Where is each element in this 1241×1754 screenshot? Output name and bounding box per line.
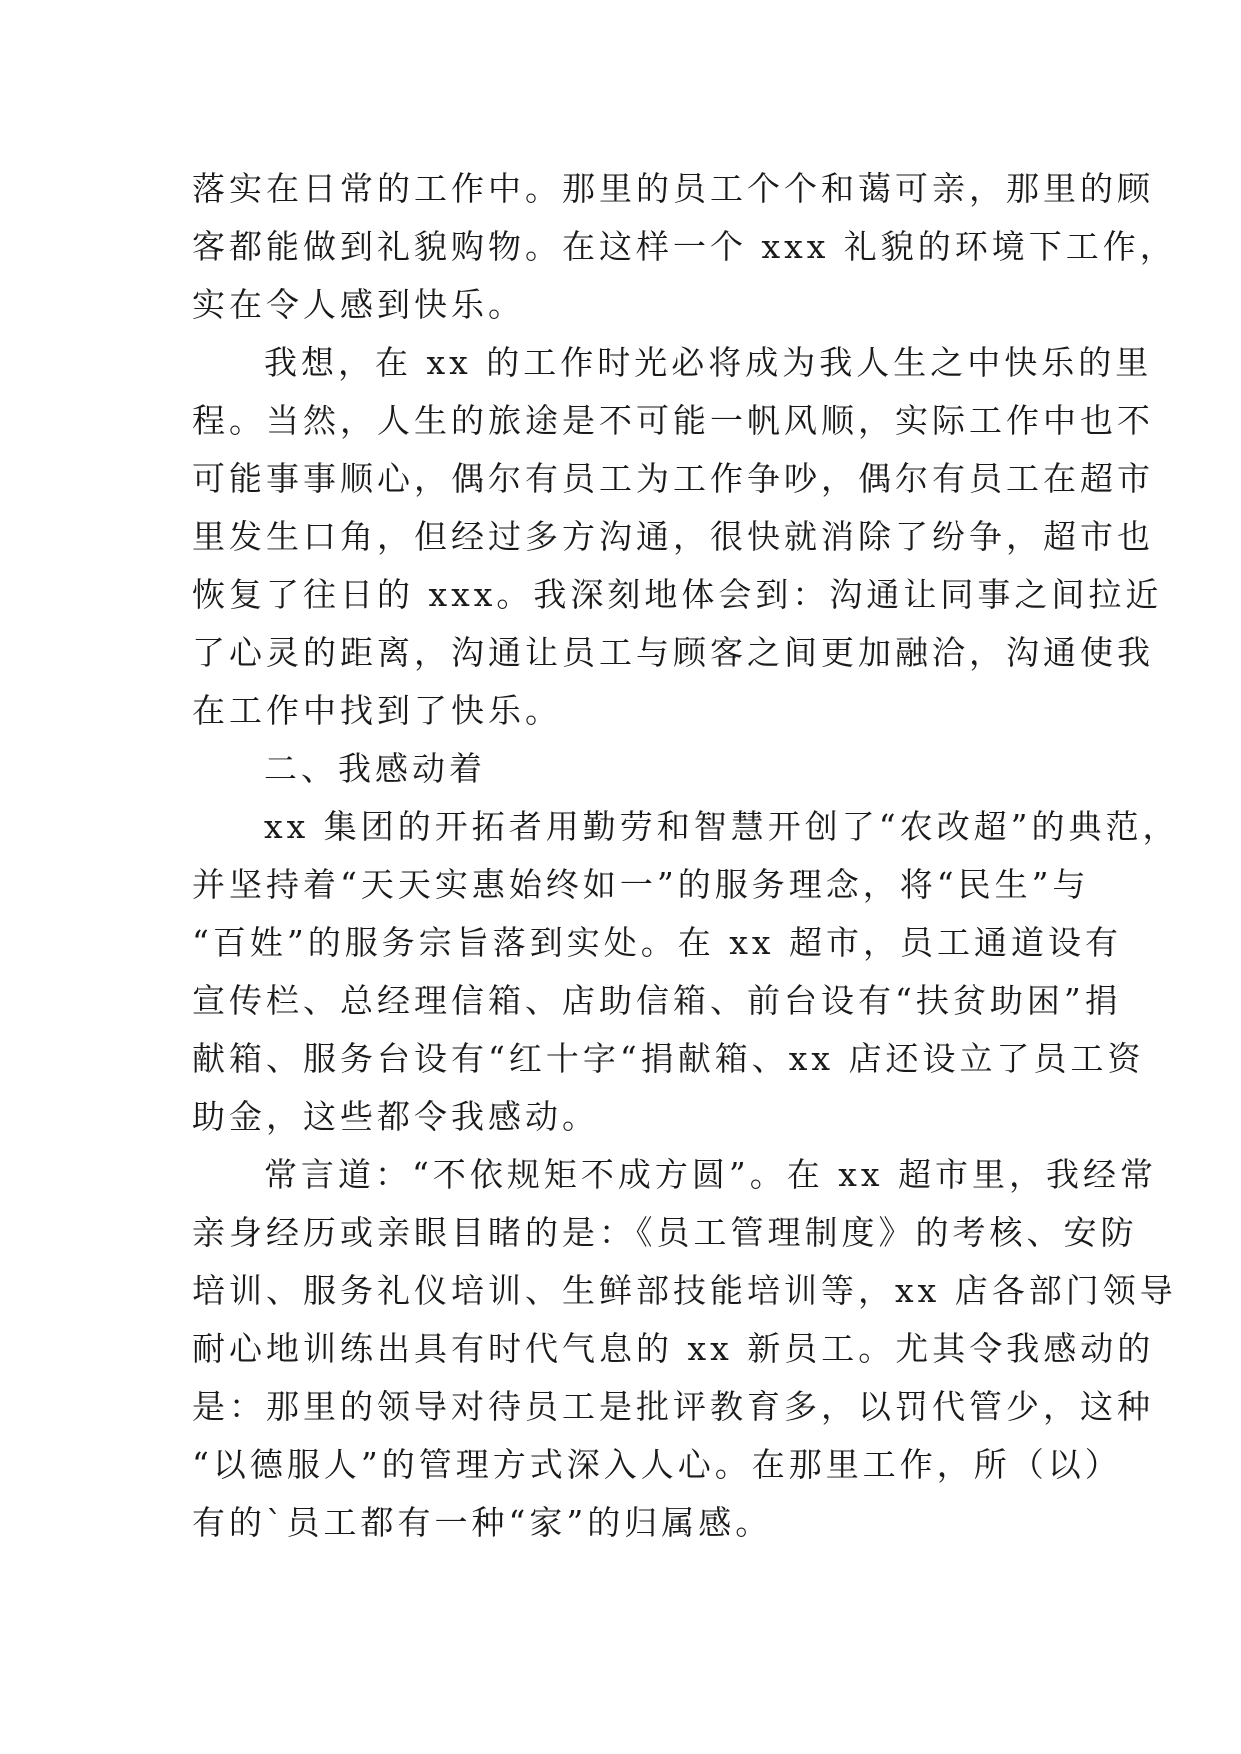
text-line: 在工作中找到了快乐。 bbox=[192, 691, 562, 730]
text-line: 落实在日常的工作中。那里的员工个个和蔼可亲，那里的顾 bbox=[192, 169, 1154, 208]
text-line: 培训、服务礼仪培训、生鲜部技能培训等，xx 店各部门领导 bbox=[192, 1271, 1177, 1310]
text-line: 亲身经历或亲眼目睹的是：《员工管理制度》的考核、安防 bbox=[192, 1213, 1138, 1252]
text-line: 助金，这些都令我感动。 bbox=[192, 1097, 599, 1136]
text-line: 宣传栏、总经理信箱、店助信箱、前台设有“扶贫助困”捐 bbox=[192, 981, 1122, 1020]
text-line: 有的`员工都有一种“家”的归属感。 bbox=[192, 1503, 773, 1542]
text-line: 我想，在 xx 的工作时光必将成为我人生之中快乐的里 bbox=[264, 343, 1153, 382]
document-body bbox=[192, 160, 1180, 1552]
text-line: 程。当然，人生的旅途是不可能一帆风顺，实际工作中也不 bbox=[192, 401, 1154, 440]
text-line: 并坚持着“天天实惠始终如一”的服务理念，将“民生”与 bbox=[192, 865, 1090, 904]
text-line: 了心灵的距离，沟通让员工与顾客之间更加融洽，沟通使我 bbox=[192, 633, 1154, 672]
text-line: 恢复了往日的 xxx。我深刻地体会到：沟通让同事之间拉近 bbox=[192, 575, 1163, 614]
text-line: “百姓”的服务宗旨落到实处。在 xx 超市，员工通道设有 bbox=[192, 923, 1122, 962]
text-line: 献箱、服务台设有“红十字“捐献箱、xx 店还设立了员工资 bbox=[192, 1039, 1145, 1078]
text-line: 常言道：“不依规矩不成方圆”。在 xx 超市里，我经常 bbox=[264, 1155, 1157, 1194]
text-line: 实在令人感到快乐。 bbox=[192, 285, 525, 324]
text-line: 客都能做到礼貌购物。在这样一个 xxx 礼貌的环境下工作， bbox=[192, 227, 1177, 266]
section-heading: 二、我感动着 bbox=[264, 749, 486, 788]
text-line: xx 集团的开拓者用勤劳和智慧开创了“农改超”的典范， bbox=[264, 807, 1180, 846]
text-line: 可能事事顺心，偶尔有员工为工作争吵，偶尔有员工在超市 bbox=[192, 459, 1154, 498]
text-line: 是：那里的领导对待员工是批评教育多，以罚代管少，这种 bbox=[192, 1387, 1154, 1426]
text-line: 耐心地训练出具有时代气息的 xx 新员工。尤其令我感动的 bbox=[192, 1329, 1155, 1368]
text-line: “以德服人”的管理方式深入人心。在那里工作，所（以） bbox=[192, 1445, 1122, 1484]
text-line: 里发生口角，但经过多方沟通，很快就消除了纷争，超市也 bbox=[192, 517, 1154, 556]
